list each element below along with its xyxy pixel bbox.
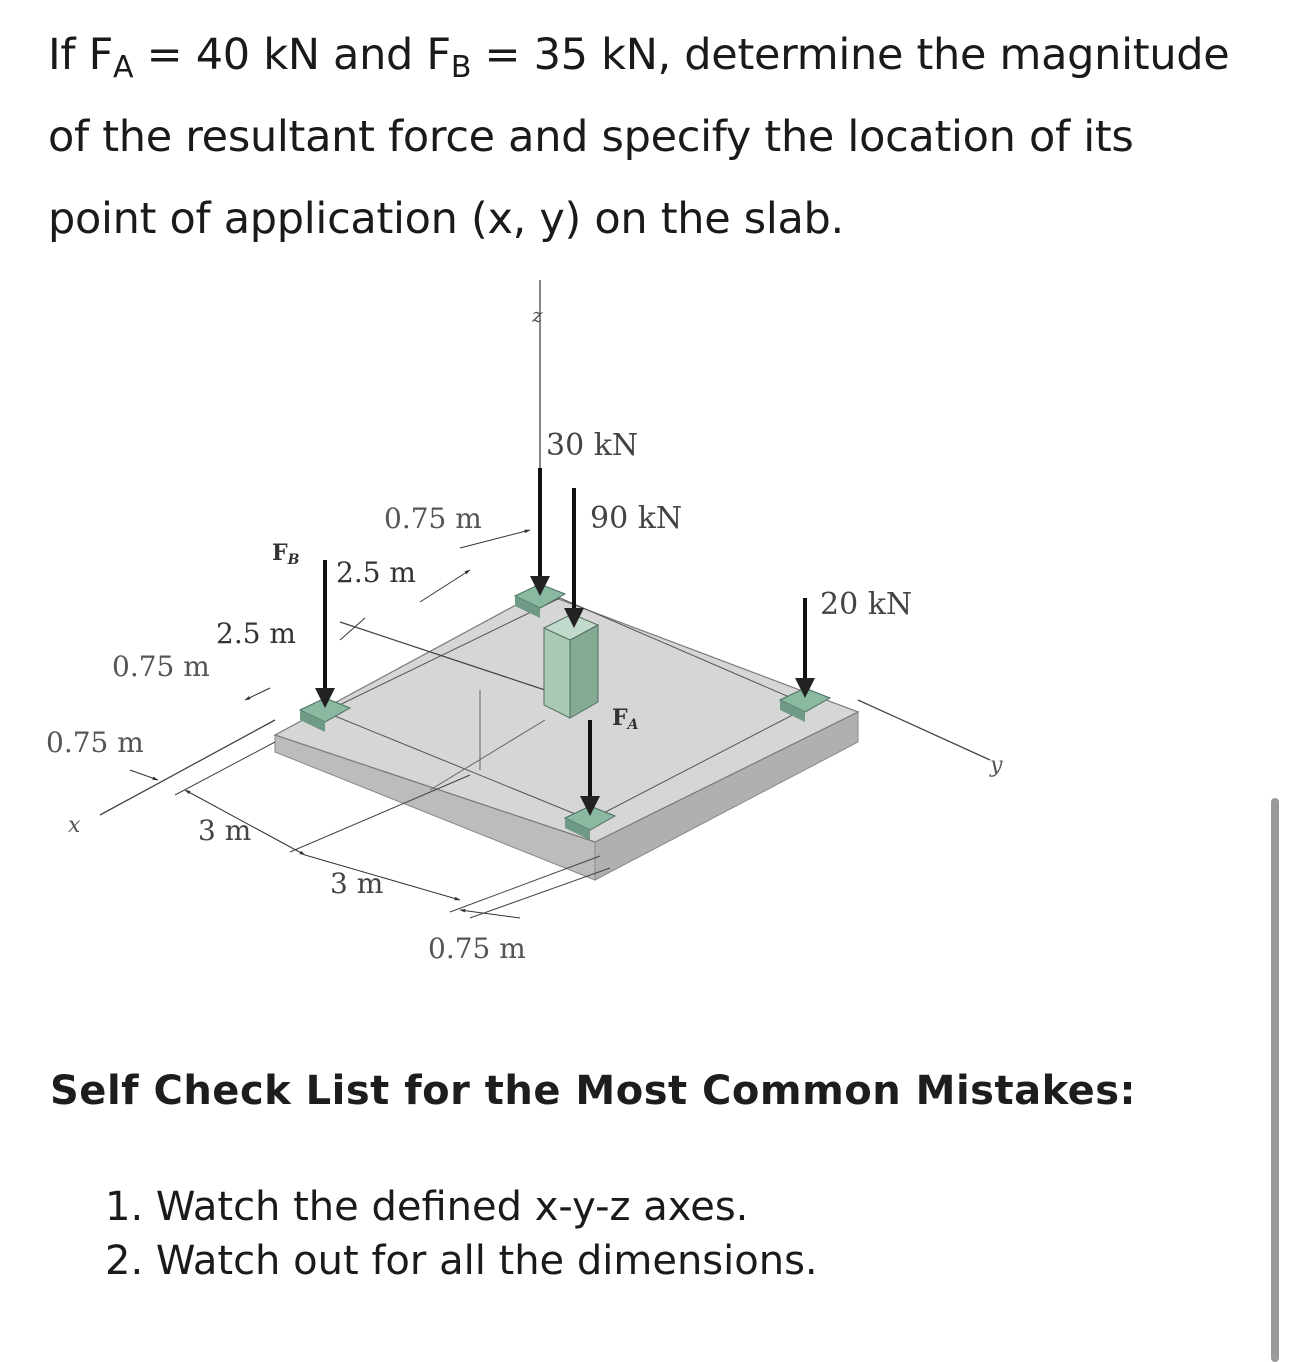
dim-075-left: 0.75 m xyxy=(112,650,210,683)
dim-3m-a: 3 m xyxy=(198,814,252,847)
extension-line xyxy=(470,868,610,918)
list-item: 1. Watch the defined x-y-z axes. xyxy=(105,1184,749,1230)
y-axis-line xyxy=(858,700,990,760)
force-90kn-label: 90 kN xyxy=(590,501,683,536)
dim-075-top: 0.75 m xyxy=(384,502,482,535)
z-axis-label: z xyxy=(532,303,543,327)
dim-line xyxy=(245,688,270,700)
dim-25-top: 2.5 m xyxy=(336,556,416,589)
extension-line xyxy=(175,742,275,795)
extension-line xyxy=(450,856,600,912)
x-axis-label: x xyxy=(68,813,81,838)
checklist-title: Self Check List for the Most Common Mistakes: xyxy=(50,1068,1137,1114)
dim-line xyxy=(420,570,470,602)
checklist xyxy=(105,1180,818,1288)
scrollbar[interactable] xyxy=(1271,798,1279,1362)
problem-text-3: = 35 kN, determine the magnitude of the resultant force and specify the location of its point of application (x, y) on the slab. xyxy=(48,30,1230,244)
fb-label: FB xyxy=(272,540,300,568)
dim-line xyxy=(130,770,158,780)
problem-statement xyxy=(48,14,1248,260)
dim-25-left: 2.5 m xyxy=(216,617,296,650)
slab-figure xyxy=(0,290,1003,990)
dim-075-far: 0.75 m xyxy=(46,726,144,759)
force-30kn-label: 30 kN xyxy=(546,428,639,463)
subscript-a: A xyxy=(113,50,134,85)
subscript-b: B xyxy=(450,50,472,85)
column-side xyxy=(570,625,598,718)
force-20kn-label: 20 kN xyxy=(820,587,913,622)
fa-label: FA xyxy=(612,705,639,733)
problem-text-1: If F xyxy=(48,30,114,80)
dim-3m-b: 3 m xyxy=(330,867,384,900)
y-axis-label: y xyxy=(990,753,1003,778)
slab-diagram xyxy=(0,290,1003,990)
dim-075-bottom: 0.75 m xyxy=(428,932,526,965)
problem-text-2: = 40 kN and F xyxy=(133,30,451,80)
column-front xyxy=(544,628,570,718)
list-item: 2. Watch out for all the dimensions. xyxy=(105,1238,818,1284)
